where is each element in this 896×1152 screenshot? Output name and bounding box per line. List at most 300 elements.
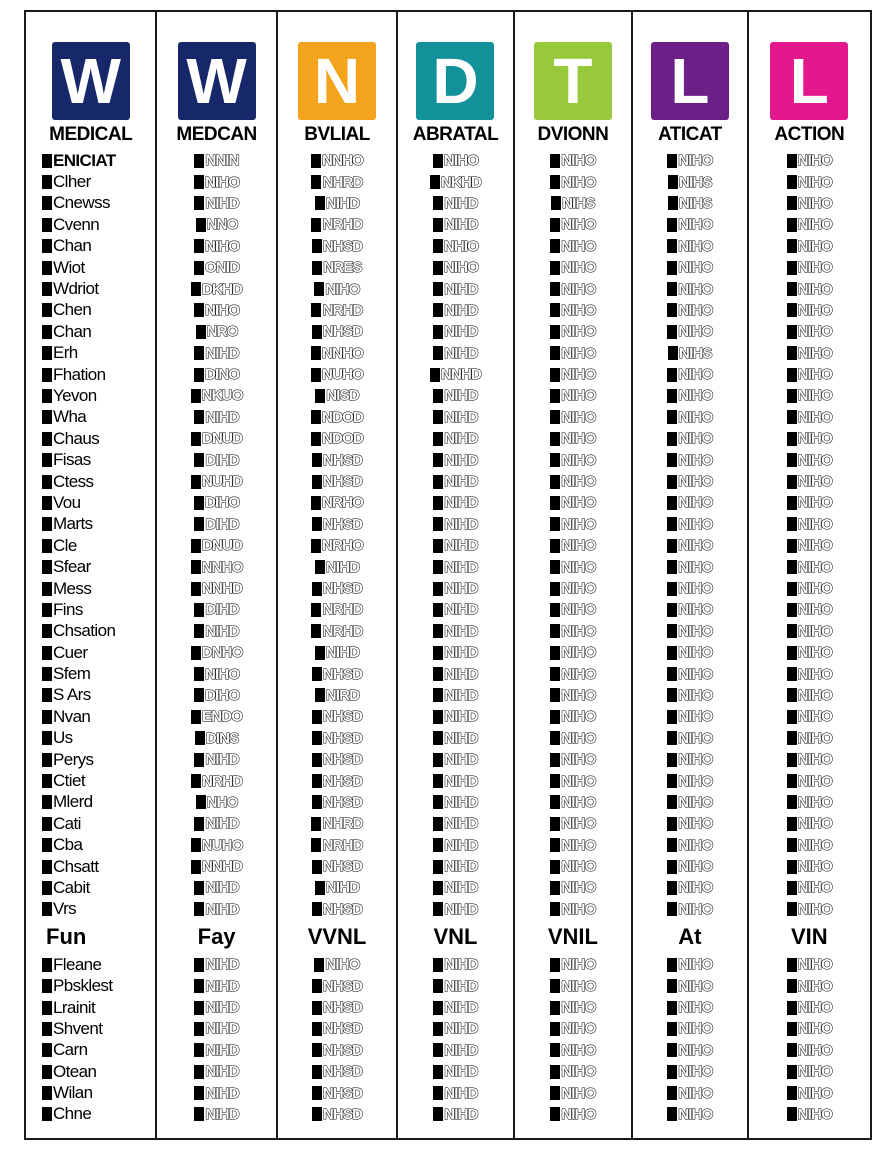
list-item: [398, 449, 512, 470]
list-item-label: NIHO: [561, 558, 596, 576]
list-item-label: NRHD: [322, 601, 363, 619]
list-item: [278, 835, 396, 856]
list-item-label: DIHD: [205, 601, 239, 619]
list-item-label: NIHD: [444, 408, 478, 426]
column-title: ACTION: [774, 124, 845, 145]
list-item-label: NIHO: [678, 430, 713, 448]
bullet-square-icon: [42, 539, 52, 553]
bullet-square-icon: [667, 261, 677, 275]
bullet-square-icon: [42, 710, 52, 724]
list-item: [515, 835, 631, 856]
bullet-square-icon: [42, 389, 52, 403]
list-item-label: NHSD: [322, 793, 363, 811]
list-item: [26, 193, 155, 214]
bullet-square-icon: [430, 175, 440, 189]
list-item-label: NIHO: [797, 408, 832, 426]
list-item-label: NIHO: [678, 622, 713, 640]
bullet-square-icon: [433, 646, 443, 660]
list-item: [157, 1104, 275, 1125]
bullet-square-icon: [191, 860, 201, 874]
list-item-label: NIHD: [444, 815, 478, 833]
list-item: [26, 813, 155, 834]
bullet-square-icon: [311, 838, 321, 852]
bullet-square-icon: [433, 603, 443, 617]
bullet-square-icon: [312, 710, 322, 724]
list-item: [157, 214, 275, 235]
list-item: [398, 997, 512, 1018]
list-item: [515, 535, 631, 556]
list-item-label: NIHO: [678, 366, 713, 384]
list-item-label: NNHO: [322, 344, 364, 362]
list-item: [157, 257, 275, 278]
bullet-square-icon: [191, 774, 201, 788]
list-item-label: NIHO: [797, 601, 832, 619]
list-item-label: NIHO: [204, 301, 240, 319]
list-item: [515, 428, 631, 449]
bullet-square-icon: [42, 817, 52, 831]
bullet-square-icon: [433, 1001, 443, 1015]
list-item: [515, 193, 631, 214]
list-item-label: Lrainit: [53, 997, 96, 1017]
list-item: [633, 385, 746, 406]
list-item: [633, 621, 746, 642]
list-item-label: NIHD: [444, 793, 478, 811]
list-item-label: NIHD: [205, 194, 239, 212]
bullet-square-icon: [667, 731, 677, 745]
bullet-square-icon: [312, 1001, 322, 1015]
bullet-square-icon: [787, 410, 797, 424]
bullet-square-icon: [787, 795, 797, 809]
bullet-square-icon: [191, 646, 201, 660]
bullet-square-icon: [787, 582, 797, 596]
bullet-square-icon: [196, 325, 206, 339]
list-item-label: NIHO: [797, 644, 832, 662]
list-item-label: NIHO: [797, 451, 832, 469]
list-item: [633, 1040, 746, 1061]
list-item: [278, 193, 396, 214]
list-item-label: NIHS: [679, 173, 712, 191]
list-item-label: NIHO: [797, 751, 832, 769]
list-item-label: NIHO: [797, 879, 832, 897]
list-item-label: NIHD: [205, 1105, 239, 1123]
list-item-label: NIHO: [797, 729, 832, 747]
list-item: [749, 728, 870, 749]
bullet-square-icon: [42, 624, 52, 638]
bullet-square-icon: [315, 881, 325, 895]
list-item-label: NIHO: [797, 858, 832, 876]
list-item: [398, 877, 512, 898]
bullet-square-icon: [311, 496, 321, 510]
list-item-label: S Ars: [53, 685, 91, 705]
list-item-label: NIHD: [444, 1020, 478, 1038]
list-item-label: ENDO: [202, 708, 243, 726]
bullet-square-icon: [42, 560, 52, 574]
list-item-label: NIHO: [561, 387, 596, 405]
bullet-square-icon: [667, 624, 677, 638]
bullet-square-icon: [42, 368, 52, 382]
list-item-label: NIHD: [444, 999, 478, 1017]
bullet-square-icon: [42, 154, 52, 168]
list-item-label: Carn: [53, 1040, 88, 1060]
list-item-label: DINO: [204, 366, 240, 384]
list-item-label: NIHD: [205, 1063, 239, 1081]
list-item: [398, 171, 512, 192]
list-item: [26, 877, 155, 898]
list-item-label: Wha: [53, 407, 87, 427]
bullet-square-icon: [433, 624, 443, 638]
list-item-label: NHIO: [443, 237, 479, 255]
list-item: [157, 877, 275, 898]
list-item-label: NIHD: [444, 280, 478, 298]
bullet-square-icon: [550, 838, 560, 852]
list-item: [157, 642, 275, 663]
list-item: [749, 150, 870, 171]
list-item: [398, 642, 512, 663]
list-item: [749, 471, 870, 492]
list-item: [26, 954, 155, 975]
list-item: [26, 1104, 155, 1125]
list-item-label: NIHD: [325, 558, 360, 576]
column-title: MEDICAL: [49, 124, 133, 145]
bullet-square-icon: [550, 582, 560, 596]
list-item: [157, 556, 275, 577]
bullet-square-icon: [433, 688, 443, 702]
list-item: [26, 1061, 155, 1082]
bullet-square-icon: [667, 838, 677, 852]
list-item: [278, 364, 396, 385]
list-item: [398, 578, 512, 599]
bullet-square-icon: [194, 753, 204, 767]
bullet-square-icon: [787, 239, 797, 253]
bullet-square-icon: [42, 196, 52, 210]
list-item: [515, 1061, 631, 1082]
list-item: [398, 770, 512, 791]
list-item: [749, 835, 870, 856]
bullet-square-icon: [194, 154, 204, 168]
list-item-label: NNHD: [202, 580, 243, 597]
list-item: [633, 835, 746, 856]
list-item: [515, 685, 631, 706]
list-item: [278, 663, 396, 684]
list-item-label: DNUD: [202, 430, 243, 448]
bullet-square-icon: [315, 646, 325, 660]
list-item-label: NIHD: [205, 622, 239, 640]
list-item-label: Perys: [53, 749, 94, 769]
list-item: [26, 321, 155, 342]
list-item: [278, 997, 396, 1018]
bullet-square-icon: [667, 496, 677, 510]
list-item: [633, 663, 746, 684]
bullet-square-icon: [191, 838, 201, 852]
list-item: [278, 449, 396, 470]
list-item: [398, 663, 512, 684]
list-item: [633, 749, 746, 770]
list-item-label: Chaus: [53, 428, 100, 448]
list-item-label: NIHO: [678, 216, 713, 234]
list-item-label: NHSD: [322, 751, 363, 769]
chart-sheet: [24, 10, 872, 1140]
list-item-label: NIHD: [325, 644, 360, 662]
list-item-label: NIHO: [325, 280, 360, 298]
list-item: [278, 856, 396, 877]
list-item-label: NIHO: [797, 259, 832, 277]
list-item-label: NHSD: [322, 1020, 363, 1038]
list-item: [398, 856, 512, 877]
bullet-square-icon: [42, 688, 52, 702]
list-item-label: NIHD: [444, 451, 478, 469]
list-item-label: NIHD: [444, 644, 478, 662]
bullet-square-icon: [42, 646, 52, 660]
bullet-square-icon: [42, 432, 52, 446]
list-item: [26, 236, 155, 257]
list-item-label: NIHO: [561, 280, 596, 298]
list-item: [633, 407, 746, 428]
bullet-square-icon: [42, 860, 52, 874]
bullet-square-icon: [550, 860, 560, 874]
bullet-square-icon: [311, 603, 321, 617]
bullet-square-icon: [667, 1022, 677, 1036]
bullet-square-icon: [433, 979, 443, 993]
list-item: [749, 343, 870, 364]
list-item: [26, 343, 155, 364]
list-item-label: NIHO: [561, 729, 596, 747]
list-item: [398, 975, 512, 996]
bullet-square-icon: [550, 303, 560, 317]
list-item-label: Chsation: [53, 621, 116, 641]
list-item-label: NIHO: [561, 622, 596, 640]
bullet-square-icon: [787, 432, 797, 446]
list-item-label: NIHD: [205, 900, 239, 918]
list-item-label: NIHD: [205, 1020, 239, 1038]
bullet-square-icon: [667, 881, 677, 895]
column-logo-badge: W: [52, 42, 130, 120]
list-item-label: NHSD: [322, 515, 363, 533]
list-item-label: NIHD: [325, 194, 360, 212]
bullet-square-icon: [42, 303, 52, 317]
list-item-label: NIHO: [678, 644, 713, 662]
list-item-label: NIHD: [444, 1084, 478, 1102]
bullet-square-icon: [315, 389, 325, 403]
bullet-square-icon: [194, 902, 204, 916]
list-item-label: NIHO: [561, 1105, 596, 1123]
list-item: [26, 278, 155, 299]
bullet-square-icon: [667, 325, 677, 339]
bullet-square-icon: [311, 175, 321, 189]
list-item-label: NIHO: [678, 793, 713, 811]
list-item: [26, 770, 155, 791]
bullet-square-icon: [550, 539, 560, 553]
list-item-label: NIHD: [444, 1105, 478, 1123]
list-item-label: NIHO: [797, 977, 832, 995]
list-item-label: NIHD: [205, 999, 239, 1017]
list-item-label: NIHO: [678, 387, 713, 405]
bullet-square-icon: [787, 731, 797, 745]
section-subheading: VVNL: [307, 924, 367, 950]
bullet-square-icon: [315, 688, 325, 702]
list-item-label: NIHO: [797, 387, 832, 405]
list-item-label: NIHO: [561, 173, 596, 191]
list-item: [749, 1082, 870, 1103]
list-item: [157, 1061, 275, 1082]
bullet-square-icon: [550, 624, 560, 638]
bullet-square-icon: [667, 453, 677, 467]
list-item: [515, 321, 631, 342]
list-item: [278, 685, 396, 706]
list-item: [157, 835, 275, 856]
bullet-square-icon: [433, 432, 443, 446]
list-item-label: NIHO: [678, 301, 713, 319]
list-item: [157, 364, 275, 385]
bullet-square-icon: [194, 346, 204, 360]
bullet-square-icon: [42, 979, 52, 993]
list-item: [749, 321, 870, 342]
bullet-square-icon: [550, 325, 560, 339]
list-item: [157, 514, 275, 535]
list-item-label: NHSD: [322, 323, 363, 341]
list-item-label: NIHO: [561, 259, 596, 277]
column-title: BVLIAL: [304, 124, 370, 145]
bullet-square-icon: [551, 196, 561, 210]
list-item-label: NIHO: [797, 237, 832, 255]
bullet-square-icon: [42, 496, 52, 510]
list-item-label: NHSD: [322, 772, 363, 790]
list-item-label: NIHO: [678, 152, 713, 170]
bullet-square-icon: [550, 817, 560, 831]
bullet-square-icon: [433, 303, 443, 317]
list-item: [515, 471, 631, 492]
list-item: [515, 599, 631, 620]
column-list: [26, 150, 155, 1125]
list-item: [515, 877, 631, 898]
bullet-square-icon: [550, 389, 560, 403]
list-item: [157, 997, 275, 1018]
list-item: [633, 1061, 746, 1082]
bullet-square-icon: [311, 624, 321, 638]
list-item-label: NNHD: [202, 858, 243, 876]
bullet-square-icon: [667, 368, 677, 382]
list-item: [398, 428, 512, 449]
list-item-label: NIHO: [797, 956, 832, 974]
bullet-square-icon: [194, 1086, 204, 1100]
list-item: [398, 300, 512, 321]
bullet-square-icon: [195, 731, 205, 745]
list-item-label: NHSD: [322, 708, 363, 726]
list-item: [278, 1018, 396, 1039]
list-item-label: NIHD: [444, 686, 478, 704]
list-item: [398, 535, 512, 556]
list-item-label: ONID: [204, 259, 240, 277]
bullet-square-icon: [194, 1107, 204, 1121]
list-item-label: NIHO: [561, 977, 596, 995]
list-item-label: NUHO: [322, 366, 364, 384]
bullet-square-icon: [550, 368, 560, 382]
list-item: [515, 770, 631, 791]
list-item-label: Chen: [53, 300, 92, 320]
list-item-label: Nvan: [53, 706, 91, 726]
bullet-square-icon: [42, 346, 52, 360]
list-item-label: DKHD: [202, 280, 243, 298]
list-item: [749, 171, 870, 192]
list-item: [157, 685, 275, 706]
bullet-square-icon: [667, 860, 677, 874]
list-item-label: NIHO: [561, 999, 596, 1017]
list-item-label: NIHO: [561, 537, 596, 555]
bullet-square-icon: [550, 881, 560, 895]
list-item-label: NIHD: [205, 344, 239, 362]
list-item-label: NIHO: [561, 301, 596, 319]
list-item-label: Mlerd: [53, 792, 93, 812]
list-item-label: NIHO: [678, 751, 713, 769]
list-item-label: NIHO: [561, 216, 596, 234]
list-item: [278, 706, 396, 727]
list-item-label: Ctiet: [53, 771, 85, 791]
list-item-label: Cle: [53, 535, 77, 555]
list-item: [398, 706, 512, 727]
bullet-square-icon: [312, 1107, 322, 1121]
list-item-label: NIHO: [678, 451, 713, 469]
bullet-square-icon: [787, 303, 797, 317]
list-item: [278, 813, 396, 834]
list-item-label: NIHO: [678, 558, 713, 576]
list-item-label: Us: [53, 728, 73, 748]
list-item: [398, 343, 512, 364]
column-5: [515, 12, 633, 1138]
list-item: [278, 150, 396, 171]
bullet-square-icon: [550, 902, 560, 916]
list-item-label: NKUO: [201, 387, 243, 405]
list-item-label: NIHO: [678, 815, 713, 833]
list-item-label: NIHO: [797, 1041, 832, 1059]
list-item: [278, 514, 396, 535]
bullet-square-icon: [787, 881, 797, 895]
list-item: [26, 975, 155, 996]
bullet-square-icon: [433, 902, 443, 916]
list-item-label: NHSD: [322, 237, 363, 255]
list-item: [278, 428, 396, 449]
bullet-square-icon: [433, 1022, 443, 1036]
list-item-label: NIHO: [678, 729, 713, 747]
bullet-square-icon: [787, 958, 797, 972]
list-item-label: Otean: [53, 1061, 97, 1081]
bullet-square-icon: [42, 239, 52, 253]
list-item-label: DNUD: [202, 537, 243, 555]
list-item: [633, 236, 746, 257]
bullet-square-icon: [42, 1043, 52, 1057]
list-item-label: NIHO: [678, 665, 713, 683]
list-item-label: Chne: [53, 1104, 92, 1124]
bullet-square-icon: [312, 753, 322, 767]
list-item: [633, 193, 746, 214]
list-item: [26, 385, 155, 406]
bullet-square-icon: [433, 282, 443, 296]
bullet-square-icon: [194, 624, 204, 638]
list-item-label: NIHO: [678, 494, 713, 512]
list-item: [398, 1104, 512, 1125]
list-item: [633, 792, 746, 813]
list-item: [398, 492, 512, 513]
bullet-square-icon: [668, 175, 678, 189]
bullet-square-icon: [667, 582, 677, 596]
list-item-label: NNHD: [440, 366, 482, 384]
list-item: [633, 278, 746, 299]
list-item-label: NIHD: [205, 879, 239, 897]
bullet-square-icon: [191, 582, 201, 596]
list-item-label: NIHO: [561, 836, 596, 854]
bullet-square-icon: [550, 795, 560, 809]
list-item: [749, 556, 870, 577]
bullet-square-icon: [433, 1043, 443, 1057]
bullet-square-icon: [667, 1065, 677, 1079]
